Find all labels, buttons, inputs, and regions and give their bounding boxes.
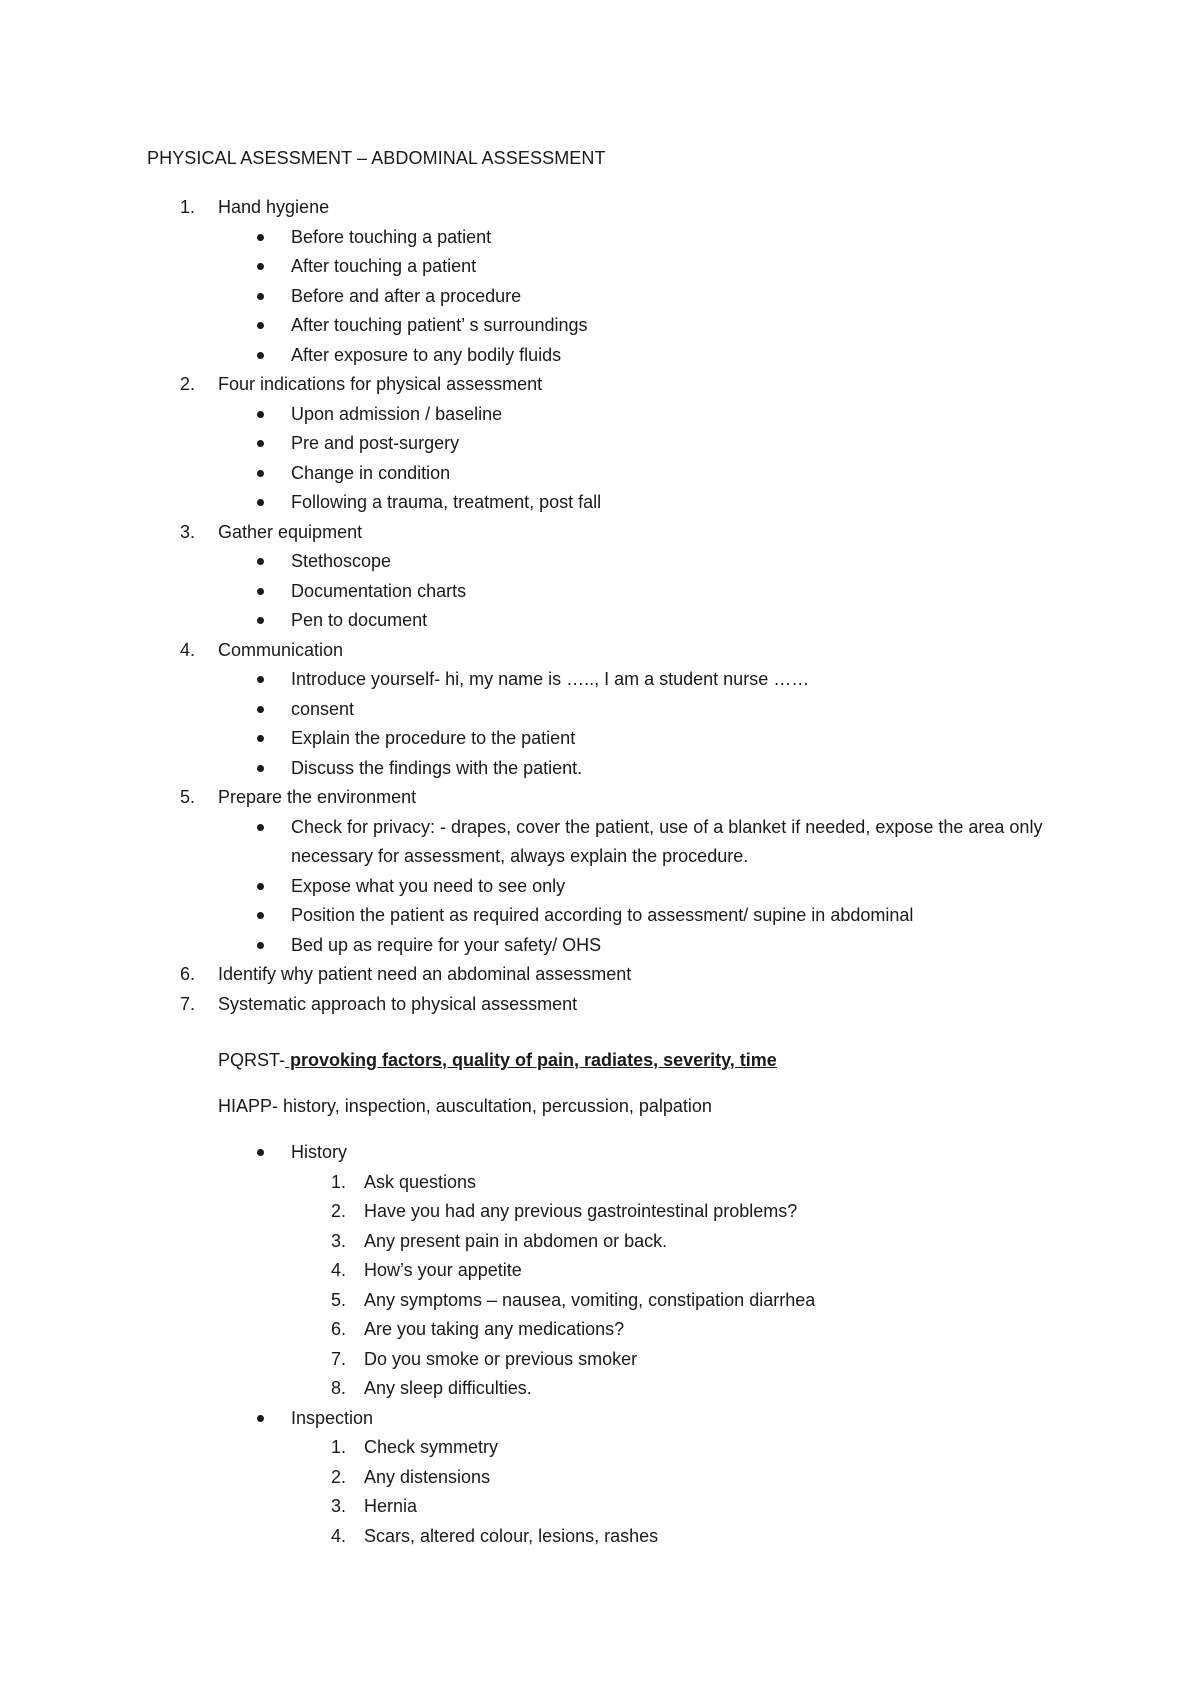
bullet-icon — [257, 234, 264, 241]
step-item — [0, 783, 1200, 960]
bullet-item — [0, 311, 1200, 341]
bullet-item — [0, 901, 1200, 931]
step-label: Gather equipment — [218, 521, 363, 542]
step-number: 5. — [180, 787, 196, 807]
bullet-item — [0, 872, 1200, 902]
bullet-icon — [257, 588, 264, 595]
pqrst-prefix: PQRST- — [218, 1050, 286, 1070]
item-text: Any symptoms – nausea, vomiting, constipation diarrhea — [364, 1289, 816, 1310]
bullet-text: Bed up as require for your safety/ OHS — [291, 934, 602, 955]
item-text: How’s your appetite — [364, 1260, 522, 1280]
bullet-icon — [257, 293, 264, 300]
bullet-text: Upon admission / baseline — [291, 403, 503, 424]
step-number: 2. — [180, 374, 196, 394]
pqrst-definition: provoking factors, quality of pain, radiates, severity, time — [285, 1050, 777, 1070]
bullet-icon — [257, 1149, 264, 1156]
step-item — [0, 990, 1200, 1020]
bullet-text: Pen to document — [291, 610, 428, 630]
item-text: Any distensions — [364, 1466, 491, 1487]
list-item — [0, 1227, 1200, 1257]
list-item — [0, 1463, 1200, 1493]
bullet-item — [0, 665, 1200, 695]
list-item — [0, 1197, 1200, 1227]
step-label: Four indications for physical assessment — [218, 374, 543, 394]
bullet-text: Explain the procedure to the patient — [291, 728, 576, 748]
list-item — [0, 1433, 1200, 1463]
bullet-text: Pre and post-surgery — [291, 433, 460, 453]
step-number: 6. — [180, 964, 196, 984]
step-label: Hand hygiene — [218, 197, 330, 217]
bullet-icon — [257, 558, 264, 565]
bullet-text: Introduce yourself- hi, my name is ….., I am a student nurse …… — [291, 669, 810, 689]
bullet-icon — [257, 322, 264, 329]
bullet-icon — [257, 883, 264, 890]
assessment-sections — [0, 1138, 1200, 1551]
item-number: 8. — [331, 1378, 347, 1398]
step-label: Systematic approach to physical assessment — [218, 993, 578, 1014]
bullet-list — [0, 547, 1200, 636]
list-item — [0, 1256, 1200, 1286]
bullet-item — [0, 429, 1200, 459]
item-text: Scars, altered colour, lesions, rashes — [364, 1525, 659, 1546]
item-number: 2. — [331, 1201, 347, 1221]
item-number: 4. — [331, 1525, 347, 1546]
bullet-list — [0, 223, 1200, 371]
list-item — [0, 1168, 1200, 1198]
item-text: Have you had any previous gastrointestinal problems? — [364, 1201, 798, 1221]
bullet-item — [0, 695, 1200, 725]
bullet-item — [0, 813, 1200, 872]
item-text: Ask questions — [364, 1171, 477, 1192]
bullet-icon — [257, 1415, 264, 1422]
bullet-icon — [257, 263, 264, 270]
bullet-icon — [257, 735, 264, 742]
bullet-text: Change in condition — [291, 462, 451, 483]
step-label: Communication — [218, 639, 344, 660]
item-text: Any sleep difficulties. — [364, 1378, 532, 1398]
pqrst-line — [218, 1046, 777, 1075]
item-number: 7. — [331, 1348, 347, 1369]
bullet-icon — [257, 470, 264, 477]
step-item — [0, 960, 1200, 990]
bullet-item — [0, 754, 1200, 784]
bullet-item — [0, 547, 1200, 577]
bullet-text: Expose what you need to see only — [291, 875, 566, 896]
bullet-item — [0, 282, 1200, 312]
step-label: Identify why patient need an abdominal assessment — [218, 964, 632, 984]
bullet-text: Check for privacy: - drapes, cover the patient, use of a blanket if needed, expose the area only necessary for assessment, always explain the procedure. — [291, 816, 1043, 866]
step-number: 1. — [180, 197, 196, 217]
section-label: Inspection — [291, 1407, 374, 1428]
bullet-icon — [257, 352, 264, 359]
bullet-item — [0, 606, 1200, 636]
item-number: 1. — [331, 1171, 347, 1192]
list-item — [0, 1286, 1200, 1316]
bullet-icon — [257, 765, 264, 772]
bullet-text: After touching patient’ s surroundings — [291, 315, 588, 335]
list-item — [0, 1522, 1200, 1552]
item-text: Check symmetry — [364, 1437, 499, 1457]
bullet-text: consent — [291, 698, 355, 719]
item-text: Do you smoke or previous smoker — [364, 1348, 638, 1369]
item-text: Any present pain in abdomen or back. — [364, 1230, 668, 1251]
item-text: Are you taking any medications? — [364, 1319, 625, 1339]
bullet-icon — [257, 617, 264, 624]
step-item — [0, 193, 1200, 370]
bullet-item — [0, 459, 1200, 489]
item-text: Hernia — [364, 1496, 418, 1516]
bullet-text: After touching a patient — [291, 256, 477, 276]
bullet-item — [0, 577, 1200, 607]
bullet-item — [0, 724, 1200, 754]
bullet-icon — [257, 942, 264, 949]
item-number: 5. — [331, 1289, 347, 1310]
bullet-icon — [257, 499, 264, 506]
hiapp-line: HIAPP- history, inspection, auscultation, percussion, palpation — [218, 1096, 712, 1116]
section-history — [0, 1138, 1200, 1404]
bullet-list — [0, 813, 1200, 961]
bullet-item — [0, 488, 1200, 518]
item-number: 6. — [331, 1319, 347, 1339]
step-number: 3. — [180, 521, 196, 542]
bullet-text: Before and after a procedure — [291, 285, 522, 306]
bullet-item — [0, 931, 1200, 961]
bullet-text: Before touching a patient — [291, 226, 492, 247]
bullet-icon — [257, 706, 264, 713]
bullet-text: Discuss the findings with the patient. — [291, 757, 583, 778]
list-item — [0, 1345, 1200, 1375]
document-title: PHYSICAL ASESSMENT – ABDOMINAL ASSESSMENT — [147, 148, 606, 168]
bullet-text: After exposure to any bodily fluids — [291, 344, 562, 365]
bullet-icon — [257, 411, 264, 418]
bullet-item — [0, 252, 1200, 282]
item-number: 3. — [331, 1496, 347, 1516]
step-label: Prepare the environment — [218, 787, 417, 807]
item-number: 3. — [331, 1230, 347, 1251]
bullet-text: Position the patient as required according to assessment/ supine in abdominal — [291, 905, 914, 925]
bullet-item — [0, 341, 1200, 371]
bullet-item — [0, 223, 1200, 253]
steps-list — [0, 193, 1200, 1019]
step-number: 7. — [180, 993, 196, 1014]
section-label: History — [291, 1142, 348, 1162]
bullet-icon — [257, 440, 264, 447]
bullet-icon — [257, 676, 264, 683]
question-list — [0, 1168, 1200, 1404]
inspection-list — [0, 1433, 1200, 1551]
bullet-text: Following a trauma, treatment, post fall — [291, 492, 602, 512]
list-item — [0, 1492, 1200, 1522]
list-item — [0, 1374, 1200, 1404]
bullet-icon — [257, 912, 264, 919]
bullet-item — [0, 400, 1200, 430]
item-number: 2. — [331, 1466, 347, 1487]
step-item — [0, 636, 1200, 784]
bullet-text: Documentation charts — [291, 580, 467, 601]
bullet-text: Stethoscope — [291, 551, 392, 571]
item-number: 4. — [331, 1260, 347, 1280]
bullet-list — [0, 665, 1200, 783]
list-item — [0, 1315, 1200, 1345]
section-inspection — [0, 1404, 1200, 1552]
step-item — [0, 370, 1200, 518]
item-number: 1. — [331, 1437, 347, 1457]
bullet-list — [0, 400, 1200, 518]
step-item — [0, 518, 1200, 636]
bullet-icon — [257, 824, 264, 831]
step-number: 4. — [180, 639, 196, 660]
